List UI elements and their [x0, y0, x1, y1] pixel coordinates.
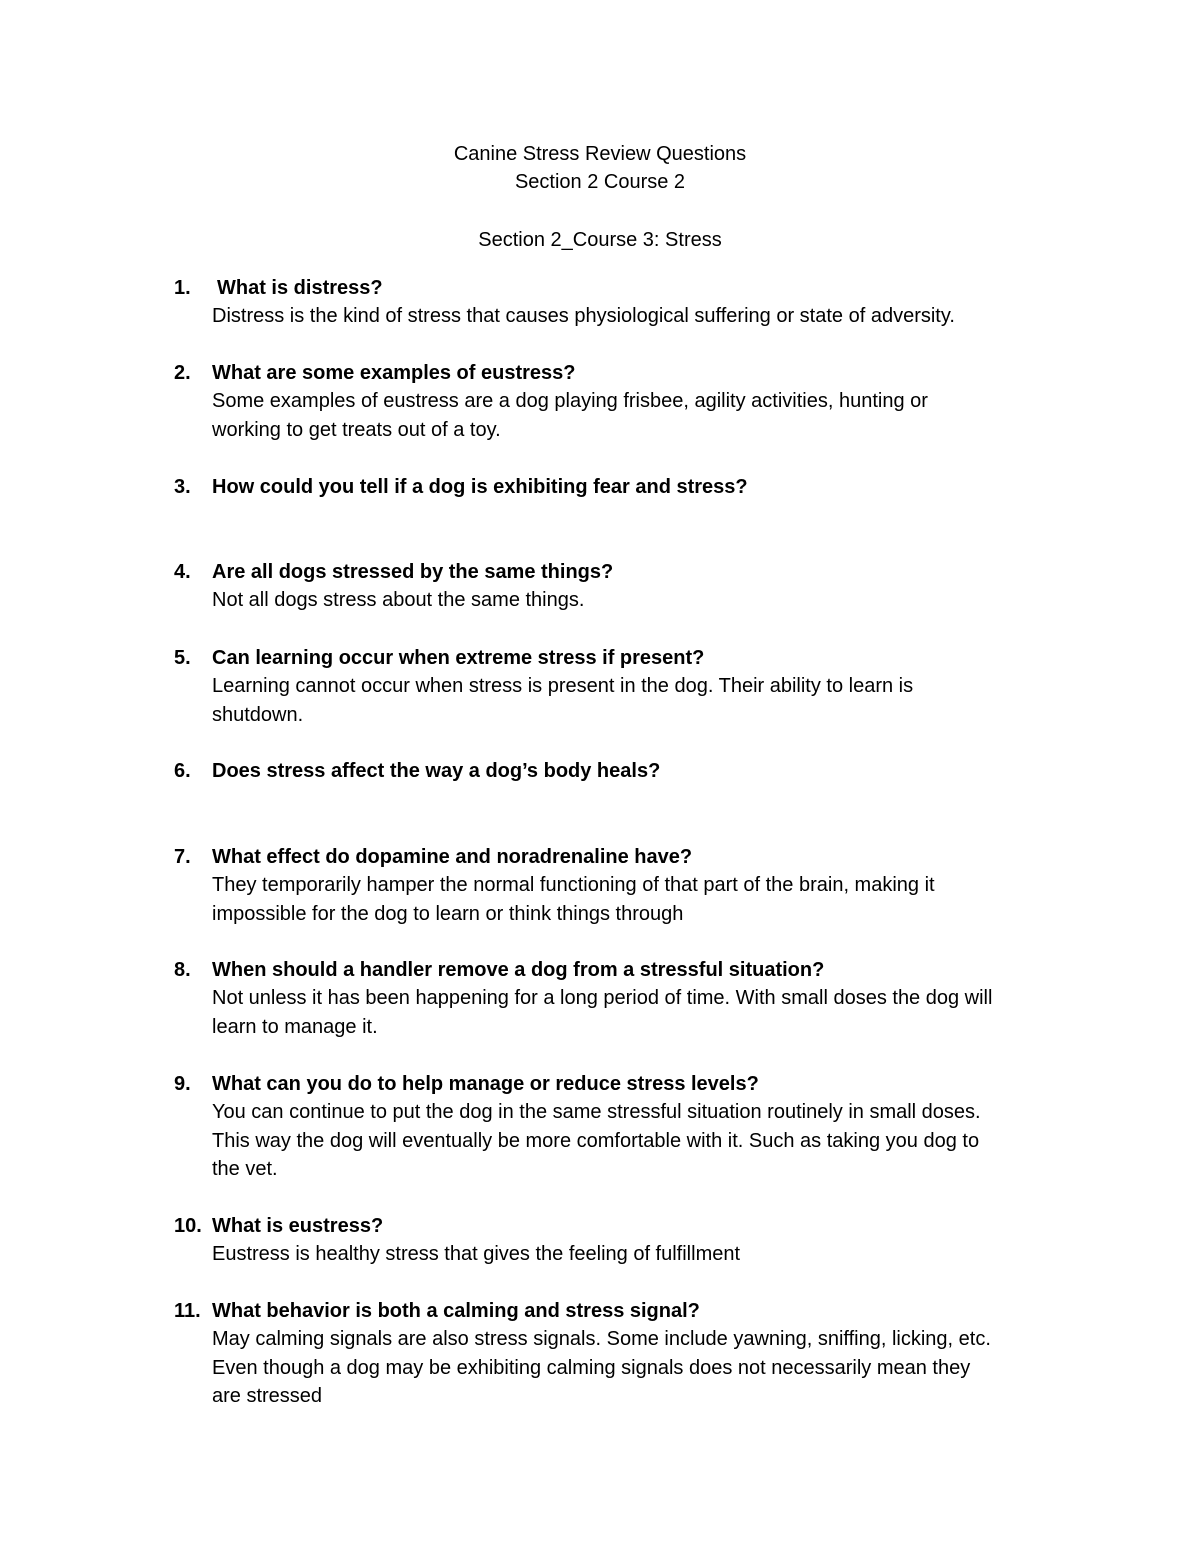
answer-text	[174, 1325, 1062, 1410]
answer-text	[174, 586, 1062, 614]
question-item-8	[174, 956, 1074, 1041]
answer-line: You can continue to put the dog in the same stressful situation routinely in small doses.	[212, 1101, 981, 1124]
question-item-6	[174, 757, 1074, 785]
answer-line: This way the dog will eventually be more comfortable with it. Such as taking you dog to	[212, 1129, 980, 1152]
question-item-9	[174, 1070, 1074, 1183]
question-number: 4.	[174, 561, 191, 583]
answer-line: They temporarily hamper the normal functioning of that part of the brain, making it	[212, 874, 935, 897]
question-text: What are some examples of eustress?	[212, 362, 576, 384]
answer-text	[174, 387, 1062, 444]
document-subtitle: Section 2 Course 2	[514, 171, 686, 193]
document-title: Canine Stress Review Questions	[453, 143, 747, 165]
question-number: 7.	[174, 846, 191, 868]
question-text: What can you do to help manage or reduce stress levels?	[212, 1073, 759, 1095]
question-number: 8.	[174, 959, 191, 981]
answer-text	[174, 302, 1062, 330]
question-item-3	[174, 473, 1074, 501]
answer-line: are stressed	[212, 1384, 323, 1407]
answer-line: Distress is the kind of stress that causes physiological suffering or state of adversity.	[212, 305, 955, 328]
question-number: 6.	[174, 760, 191, 782]
question-number: 11.	[174, 1300, 201, 1322]
question-text: Are all dogs stressed by the same things?	[212, 561, 614, 583]
question-text: What is eustress?	[212, 1215, 384, 1237]
answer-text	[174, 984, 1062, 1041]
answer-line: May calming signals are also stress signals. Some include yawning, sniffing, licking, etc.	[212, 1328, 991, 1351]
question-item-11	[174, 1297, 1074, 1410]
question-number: 5.	[174, 647, 191, 669]
section-heading: Section 2_Course 3: Stress	[478, 229, 722, 251]
answer-line: Even though a dog may be exhibiting calming signals does not necessarily mean they	[212, 1356, 971, 1379]
answer-text	[174, 1098, 1062, 1183]
answer-line: Eustress is healthy stress that gives the feeling of fulfillment	[212, 1243, 741, 1266]
question-text: How could you tell if a dog is exhibiting fear and stress?	[212, 476, 748, 498]
answer-text	[174, 672, 1062, 729]
answer-line: learn to manage it.	[212, 1015, 378, 1038]
answer-text	[174, 1240, 1062, 1268]
question-text: What behavior is both a calming and stress signal?	[212, 1300, 700, 1322]
answer-line: Learning cannot occur when stress is present in the dog. Their ability to learn is	[212, 675, 914, 698]
answer-line: shutdown.	[212, 703, 304, 726]
answer-line: Not unless it has been happening for a long period of time. With small doses the dog will	[212, 987, 993, 1010]
answer-line: Not all dogs stress about the same things.	[212, 589, 585, 612]
answer-line: the vet.	[212, 1157, 278, 1180]
question-text: What effect do dopamine and noradrenaline have?	[212, 846, 693, 868]
question-item-4	[174, 558, 1074, 615]
question-item-2	[174, 359, 1074, 444]
answer-line: working to get treats out of a toy.	[212, 418, 501, 441]
question-text: When should a handler remove a dog from a stressful situation?	[212, 959, 825, 981]
question-number: 1.	[174, 277, 191, 299]
question-number: 3.	[174, 476, 191, 498]
answer-text	[174, 871, 1062, 928]
question-text: What is distress?	[217, 277, 383, 299]
question-item-5	[174, 644, 1074, 729]
question-item-10	[174, 1212, 1074, 1269]
question-number: 2.	[174, 362, 191, 384]
question-number: 10.	[174, 1215, 202, 1237]
answer-line: impossible for the dog to learn or think things through	[212, 902, 684, 925]
question-number: 9.	[174, 1073, 191, 1095]
question-item-1	[174, 274, 1074, 331]
question-text: Does stress affect the way a dog’s body heals?	[212, 760, 661, 782]
question-text: Can learning occur when extreme stress if present?	[212, 647, 705, 669]
answer-line: Some examples of eustress are a dog playing frisbee, agility activities, hunting or	[212, 390, 928, 413]
question-item-7	[174, 843, 1074, 928]
